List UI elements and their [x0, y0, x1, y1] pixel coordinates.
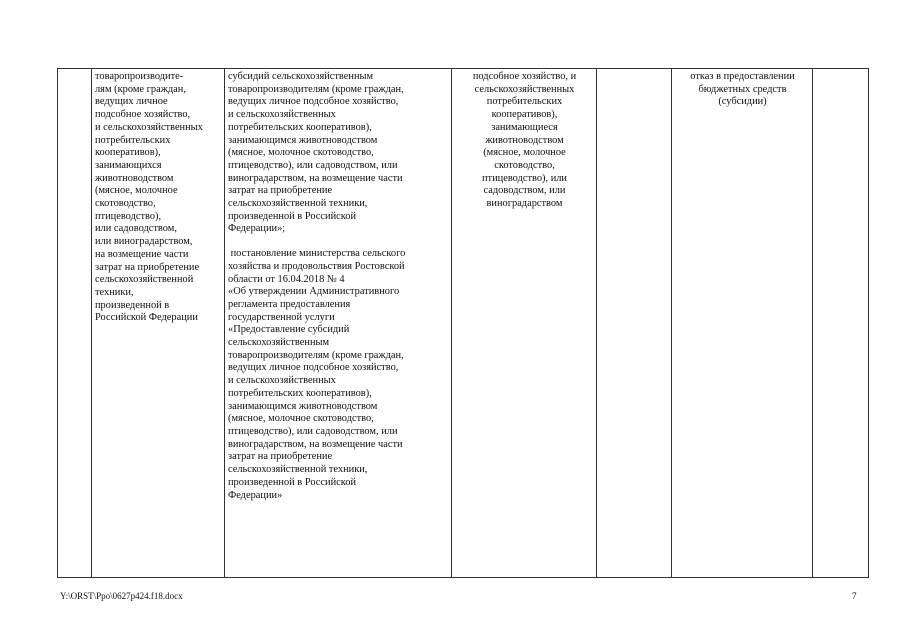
- table-cell-result: [672, 69, 813, 578]
- table-cell-number: [58, 69, 92, 578]
- text-line: произведенной в Российской: [228, 476, 357, 488]
- text-line: потребительских кооперативов),: [228, 121, 372, 133]
- table-cell-empty-last: [813, 69, 869, 578]
- legal-basis-text-part2: [228, 248, 449, 502]
- text-line: лям (кроме граждан,: [95, 83, 186, 95]
- footer-file-path: Y:\ORST\Ppo\0627p424.f18.docx: [60, 591, 183, 601]
- text-line: области от 16.04.2018 № 4: [228, 273, 345, 285]
- text-line: затрат на приобретение: [95, 261, 200, 273]
- result-text: [675, 71, 810, 109]
- text-line: отказ в предоставлении: [690, 71, 795, 82]
- text-line: (субсидии): [718, 96, 767, 108]
- text-line: постановление министерства сельского: [228, 248, 406, 260]
- text-line: виноградарством, на возмещение части: [228, 172, 403, 184]
- text-line: подсобное хозяйство, и: [472, 71, 577, 82]
- text-line: скотоводство,: [494, 159, 555, 171]
- text-line: кооперативов),: [491, 109, 558, 121]
- text-line: или виноградарством,: [95, 236, 193, 248]
- text-line: бюджетных средств: [698, 83, 787, 95]
- text-line: Федерации»: [228, 489, 283, 501]
- text-line: Российской Федерации: [95, 312, 198, 324]
- text-line: (мясное, молочное скотоводство,: [228, 147, 374, 159]
- table-row: [58, 69, 869, 578]
- text-line: субсидий сельскохозяйственным: [228, 71, 374, 82]
- text-line: сельскохозяйственных: [474, 83, 575, 95]
- text-line: занимающимся животноводством: [228, 134, 378, 146]
- text-line: и сельскохозяйственных: [228, 375, 336, 387]
- service-name-text: [95, 71, 222, 325]
- text-line: животноводством: [485, 134, 564, 146]
- text-line: произведенной в Российской: [228, 210, 357, 222]
- text-line: потребительских кооперативов),: [228, 387, 372, 399]
- text-line: «Предоставление субсидий: [228, 324, 350, 336]
- text-line: виноградарством: [486, 198, 563, 210]
- text-line: товаропроизводите-: [95, 71, 184, 82]
- text-line: Федерации»;: [228, 223, 286, 235]
- text-line: занимающихся: [95, 159, 162, 171]
- text-line: птицеводство),: [95, 210, 162, 222]
- text-line: техники,: [95, 286, 134, 298]
- text-line: сельскохозяйственной: [95, 274, 194, 286]
- text-line: занимающиеся: [491, 121, 558, 133]
- text-line: регламента предоставления: [228, 298, 351, 310]
- text-line: сельскохозяйственной техники,: [228, 464, 368, 476]
- text-line: потребительских: [95, 134, 171, 146]
- text-line: кооперативов),: [95, 147, 161, 159]
- text-line: и сельскохозяйственных: [228, 109, 336, 121]
- text-line: ведущих личное подсобное хозяйство,: [228, 362, 399, 374]
- text-line: птицеводство), или садоводством, или: [228, 425, 398, 437]
- document-table: [57, 68, 869, 578]
- text-line: сельскохозяйственным: [228, 337, 330, 349]
- text-line: товаропроизводителям (кроме граждан,: [228, 349, 404, 361]
- text-line: скотоводство,: [95, 198, 156, 210]
- text-line: ведущих личное подсобное хозяйство,: [228, 96, 399, 108]
- text-line: (мясное, молочное: [483, 147, 566, 159]
- text-line: виноградарством, на возмещение части: [228, 438, 403, 450]
- legal-basis-text-part1: [228, 71, 449, 236]
- text-line: хозяйства и продовольствия Ростовской: [228, 260, 405, 272]
- text-line: садоводством, или: [483, 185, 566, 197]
- text-line: товаропроизводителям (кроме граждан,: [228, 83, 404, 95]
- text-line: затрат на приобретение: [228, 185, 333, 197]
- page-number: 7: [852, 591, 857, 601]
- text-line: и сельскохозяйственных: [95, 121, 203, 133]
- table-cell-legal-basis: [225, 69, 452, 578]
- text-line: произведенной в: [95, 299, 170, 311]
- text-line: птицеводство), или: [482, 172, 567, 184]
- text-line: «Об утверждении Административного: [228, 286, 400, 298]
- text-line: подсобное хозяйство,: [95, 109, 191, 121]
- applicants-text: [455, 71, 594, 211]
- text-line: затрат на приобретение: [228, 451, 333, 463]
- text-line: (мясное, молочное: [95, 185, 178, 197]
- text-line: на возмещение части: [95, 248, 189, 260]
- table-cell-service-name: [92, 69, 225, 578]
- text-line: птицеводство), или садоводством, или: [228, 159, 398, 171]
- text-line: сельскохозяйственной техники,: [228, 198, 368, 210]
- table-cell-empty: [597, 69, 672, 578]
- table-cell-applicants: [452, 69, 597, 578]
- text-line: государственной услуги: [228, 311, 335, 323]
- text-line: животноводством: [95, 172, 174, 184]
- text-line: или садоводством,: [95, 223, 177, 235]
- text-line: (мясное, молочное скотоводство,: [228, 413, 374, 425]
- text-line: занимающимся животноводством: [228, 400, 378, 412]
- text-line: потребительских: [486, 96, 563, 108]
- text-line: ведущих личное: [95, 96, 168, 108]
